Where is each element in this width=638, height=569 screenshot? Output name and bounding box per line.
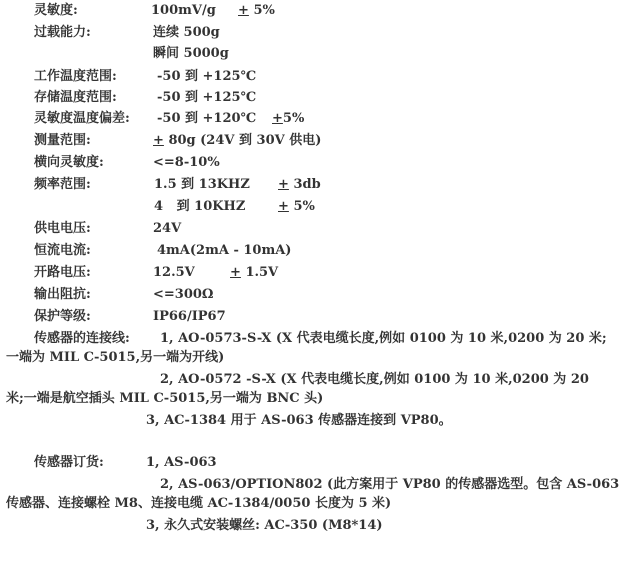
tolerance-frequency-range-1: + 3db xyxy=(278,177,321,192)
label-overload: 过载能力: xyxy=(34,25,91,40)
label-open-circuit-voltage: 开路电压: xyxy=(34,265,91,280)
value-measuring-range: + 80g (24V 到 30V 供电) xyxy=(153,133,322,148)
label-connection-cables: 传感器的连接线: xyxy=(34,331,130,346)
tolerance-sensitivity: + 5% xyxy=(238,3,275,18)
order-item-1: 1, AS-063 xyxy=(146,455,217,470)
cable-item-2-line-1: 2, AO-0572 -S-X (X 代表电缆长度,例如 0100 为 10 米,0200 为 20 xyxy=(160,372,589,387)
value-constant-current: 4mA(2mA - 10mA) xyxy=(157,243,292,258)
cable-item-1-line-2: 一端为 MIL C-5015,另一端为开线) xyxy=(6,350,225,365)
value-frequency-range-1: 1.5 到 13KHZ xyxy=(154,177,250,192)
tolerance-sensitivity-temp-deviation: +5% xyxy=(272,111,305,126)
label-sensitivity: 灵敏度: xyxy=(34,3,78,18)
label-output-impedance: 输出阻抗: xyxy=(34,287,91,302)
order-item-3: 3, 永久式安装螺丝: AC-350 (M8*14) xyxy=(146,518,383,533)
order-item-2-line-2: 传感器、连接螺栓 M8、连接电缆 AC-1384/0050 长度为 5 米) xyxy=(6,496,392,511)
value-sensitivity-temp-deviation: -50 到 +120℃ xyxy=(157,111,257,126)
label-supply-voltage: 供电电压: xyxy=(34,221,91,236)
label-constant-current: 恒流电流: xyxy=(34,243,91,258)
value-sensitivity: 100mV/g xyxy=(151,3,216,18)
tolerance-frequency-range-2: + 5% xyxy=(278,199,315,214)
cable-item-3: 3, AC-1384 用于 AS-063 传感器连接到 VP80。 xyxy=(146,413,452,428)
tolerance-open-circuit-voltage: + 1.5V xyxy=(230,265,279,280)
label-operating-temperature: 工作温度范围: xyxy=(34,69,117,84)
cable-item-1-line-1: 1, AO-0573-S-X (X 代表电缆长度,例如 0100 为 10 米,0200 为 20 米; xyxy=(160,331,607,346)
value-storage-temperature: -50 到 +125℃ xyxy=(157,90,257,105)
value-operating-temperature: -50 到 +125℃ xyxy=(157,69,257,84)
value-transverse-sensitivity: <=8-10% xyxy=(153,155,220,170)
label-frequency-range: 频率范围: xyxy=(34,177,91,192)
label-sensor-ordering: 传感器订货: xyxy=(34,455,104,470)
value-protection-level: IP66/IP67 xyxy=(153,309,226,324)
value-output-impedance: <=300Ω xyxy=(153,287,214,302)
label-sensitivity-temp-deviation: 灵敏度温度偏差: xyxy=(34,111,130,126)
value-overload-instant: 瞬间 5000g xyxy=(153,46,229,61)
value-open-circuit-voltage: 12.5V xyxy=(153,265,195,280)
label-storage-temperature: 存储温度范围: xyxy=(34,90,117,105)
cable-item-2-line-2: 米;一端是航空插头 MIL C-5015,另一端为 BNC 头) xyxy=(6,391,324,406)
value-frequency-range-2: 4 到 10KHZ xyxy=(154,199,246,214)
value-overload-continuous: 连续 500g xyxy=(153,25,220,40)
label-transverse-sensitivity: 横向灵敏度: xyxy=(34,155,104,170)
label-protection-level: 保护等级: xyxy=(34,309,91,324)
value-supply-voltage: 24V xyxy=(153,221,182,236)
label-measuring-range: 测量范围: xyxy=(34,133,91,148)
order-item-2-line-1: 2, AS-063/OPTION802 (此方案用于 VP80 的传感器选型。包含 AS-063 xyxy=(160,477,620,492)
